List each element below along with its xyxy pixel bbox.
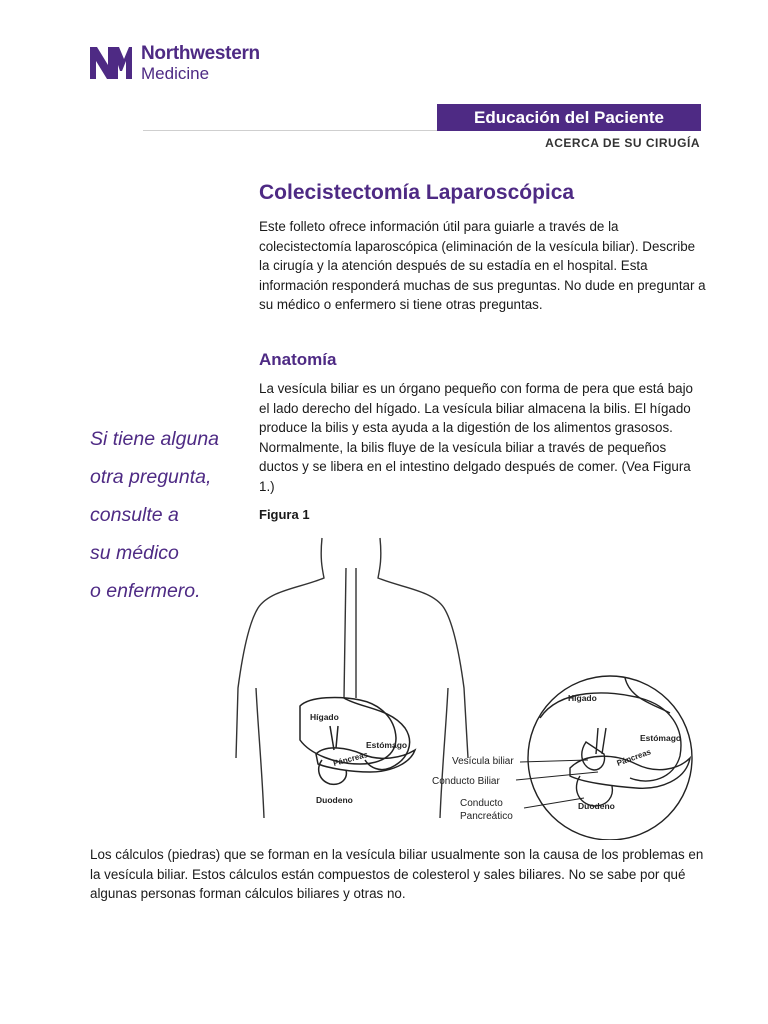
logo-line-1: Northwestern [141,43,260,64]
body-label-pancreas: Páncreas [332,750,369,768]
sidebar-line: su médico [90,542,179,564]
zoom-label-liver: Hígado [568,693,597,703]
callout-pancreatic-duct-2: Pancreático [460,811,513,822]
page-title: Colecistectomía Laparoscópica [259,181,575,204]
zoom-label-pancreas: Páncreas [615,747,653,768]
anatomy-paragraph: La vesícula biliar es un órgano pequeño con forma de pera que está bajo el lado derecho del hígado. La vesícula biliar almacena la bilis. El hígado produce la bilis y esta ayuda a la digestión de los alimentos grasosos. Normalmente, la bilis fluye de la vesícula biliar a través de pequeños ductos y se libera en el intestino delgado después de comer. (Vea Figura 1.) [259,381,694,494]
anatomy-figure [230,528,700,840]
zoom-label-duodenum: Duodeno [578,801,615,811]
zoom-circle [528,676,692,840]
gallstones-paragraph: Los cálculos (piedras) que se forman en la vesícula biliar usualmente son la causa de los problemas en la vesícula biliar. Estos cálculos están compuestos de colesterol y sales biliares. No se sabe por qué algunas personas forman cálculos biliares y otras no. [90,847,704,902]
body-label-stomach: Estómago [366,740,408,750]
section-banner: Educación del Paciente [437,104,701,131]
intro-paragraph: Este folleto ofrece información útil para guiarle a través de la colecistectomía laparoscópica (eliminación de la vesícula biliar). Describe la cirugía y la atención después de su estadía en el hospital. Esta información responderá muchas de sus preguntas. No dude en preguntar a su médico o enfermero si tiene otras preguntas. [259,219,706,313]
sidebar-line: o enfermero. [90,580,201,602]
figure-label: Figura 1 [259,507,310,522]
callout-pancreatic-duct-1: Conducto [460,798,503,809]
sidebar-line: consulte a [90,504,179,526]
callout-gallbladder: Vesícula biliar [452,756,514,767]
zoom-label-stomach: Estómago [640,733,682,743]
section-subbanner: ACERCA DE SU CIRUGÍA [545,136,700,150]
northwestern-medicine-logo [88,44,260,82]
logo-line-2: Medicine [141,64,210,83]
sidebar-callout [90,420,250,610]
sidebar-line: otra pregunta, [90,466,212,488]
nm-logo-icon [88,45,134,81]
anatomy-illustration [230,528,700,840]
logo-wordmark [141,44,260,82]
body-label-duodenum: Duodeno [316,795,353,805]
sidebar-line: Si tiene alguna [90,428,220,450]
body-label-liver: Hígado [310,712,339,722]
callout-bile-duct: Conducto Biliar [432,776,500,787]
anatomy-heading: Anatomía [259,350,337,369]
